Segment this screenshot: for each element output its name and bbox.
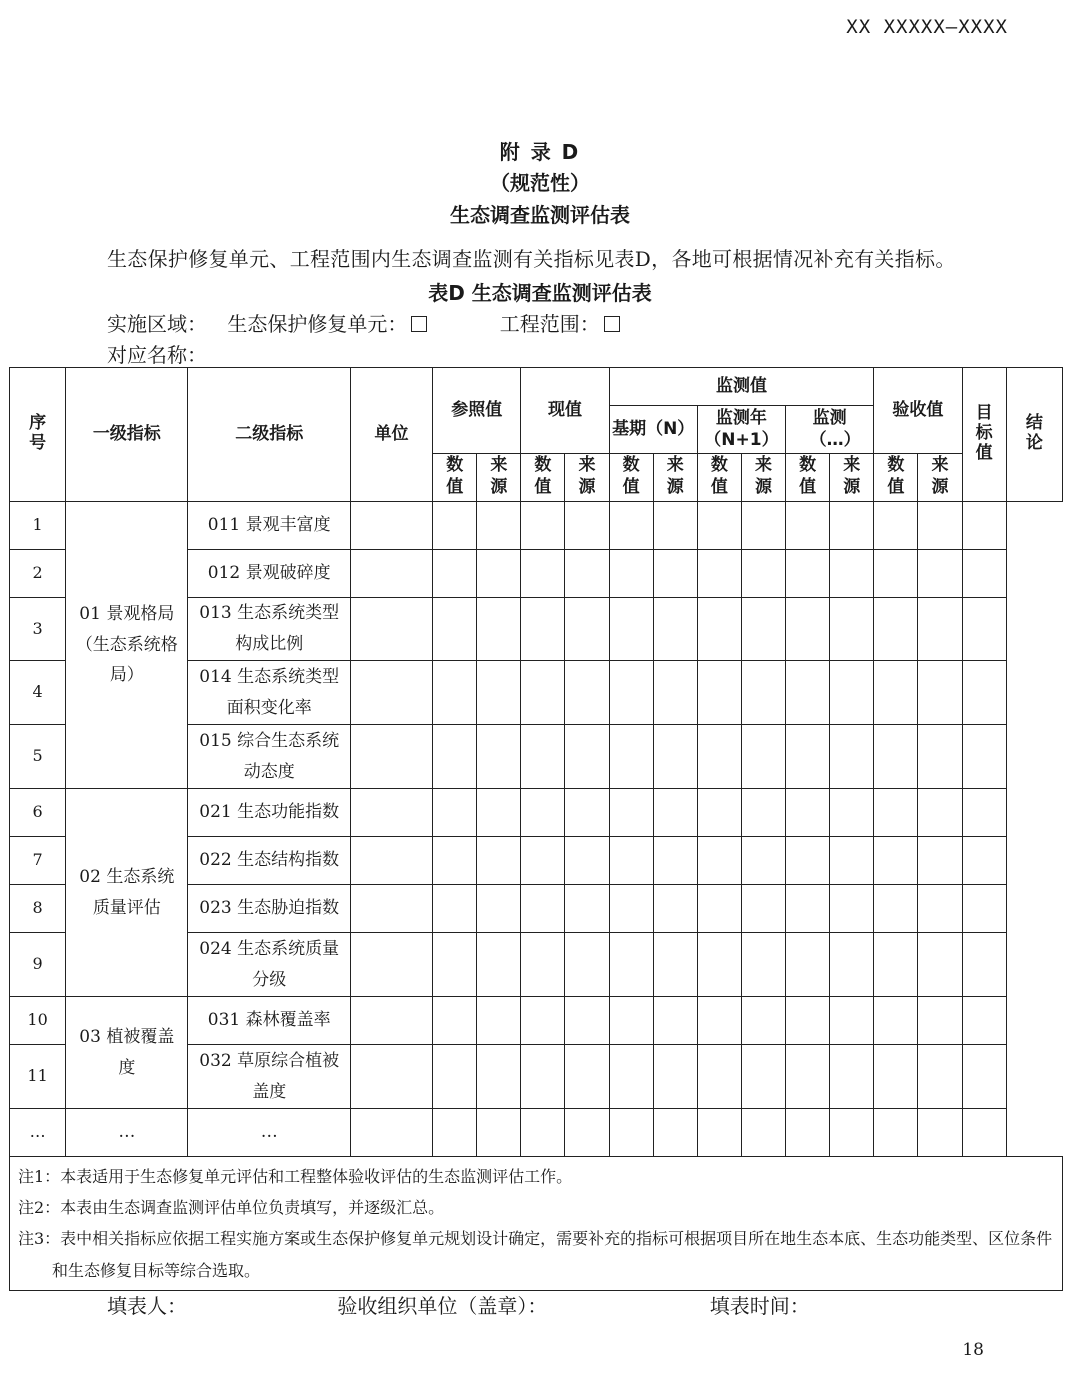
data-cell[interactable] xyxy=(350,1109,432,1157)
data-cell[interactable] xyxy=(609,502,653,550)
data-cell[interactable] xyxy=(565,997,609,1045)
data-cell[interactable] xyxy=(741,550,785,598)
header-more-value: 数值 xyxy=(786,454,830,502)
appendix-type: （规范性） xyxy=(490,171,590,195)
data-cell[interactable] xyxy=(477,997,521,1045)
data-cell[interactable] xyxy=(918,598,962,661)
data-cell[interactable] xyxy=(830,502,874,550)
data-cell[interactable] xyxy=(521,1109,565,1157)
header-year-value: 数值 xyxy=(697,454,741,502)
header-more-source: 来源 xyxy=(830,454,874,502)
data-cell[interactable] xyxy=(350,933,432,997)
data-cell[interactable] xyxy=(830,837,874,885)
data-cell[interactable] xyxy=(477,661,521,725)
data-cell[interactable] xyxy=(477,837,521,885)
group-cell-03: 03 植被覆盖度 xyxy=(66,997,188,1109)
table-row: 8 023 生态胁迫指数 xyxy=(10,885,1063,933)
data-cell[interactable] xyxy=(653,997,697,1045)
data-cell[interactable] xyxy=(350,789,432,837)
page-number: 18 xyxy=(962,1340,984,1360)
data-cell[interactable] xyxy=(433,789,477,837)
data-cell[interactable] xyxy=(477,933,521,997)
data-cell[interactable] xyxy=(741,502,785,550)
data-cell[interactable] xyxy=(874,789,918,837)
header-base-value: 数值 xyxy=(609,454,653,502)
data-cell[interactable] xyxy=(433,661,477,725)
data-cell[interactable] xyxy=(741,997,785,1045)
region-line xyxy=(107,308,620,337)
header-current: 现值 xyxy=(521,368,609,454)
data-cell[interactable] xyxy=(697,661,741,725)
data-cell[interactable] xyxy=(477,1109,521,1157)
data-cell[interactable] xyxy=(609,1045,653,1109)
header-year-source: 来源 xyxy=(741,454,785,502)
data-cell[interactable] xyxy=(741,598,785,661)
time-label: 填表时间： xyxy=(709,1294,810,1318)
data-cell[interactable] xyxy=(697,933,741,997)
data-cell[interactable] xyxy=(433,725,477,789)
data-cell[interactable] xyxy=(350,598,432,661)
data-cell[interactable] xyxy=(830,885,874,933)
data-cell[interactable] xyxy=(874,997,918,1045)
table-row: 10 03 植被覆盖度 031 森林覆盖率 xyxy=(10,997,1063,1045)
data-cell[interactable] xyxy=(433,502,477,550)
data-cell[interactable] xyxy=(521,661,565,725)
data-cell[interactable] xyxy=(786,997,830,1045)
data-cell[interactable] xyxy=(741,789,785,837)
header-cur-value: 数值 xyxy=(521,454,565,502)
data-cell[interactable] xyxy=(477,1045,521,1109)
data-cell[interactable] xyxy=(433,598,477,661)
data-cell[interactable] xyxy=(521,725,565,789)
data-cell[interactable] xyxy=(653,933,697,997)
table-caption: 表D 生态调查监测评估表 xyxy=(428,281,652,305)
header-unit: 单位 xyxy=(350,368,432,502)
data-cell[interactable] xyxy=(565,661,609,725)
data-cell[interactable] xyxy=(609,661,653,725)
data-cell[interactable] xyxy=(565,550,609,598)
data-cell[interactable] xyxy=(521,598,565,661)
header-base-source: 来源 xyxy=(653,454,697,502)
header-acc-source: 来源 xyxy=(918,454,962,502)
data-cell[interactable] xyxy=(786,550,830,598)
data-cell[interactable] xyxy=(350,885,432,933)
data-cell[interactable] xyxy=(697,885,741,933)
data-cell[interactable] xyxy=(697,725,741,789)
data-cell[interactable] xyxy=(918,997,962,1045)
data-cell[interactable] xyxy=(874,550,918,598)
data-cell[interactable] xyxy=(565,837,609,885)
data-cell[interactable] xyxy=(874,1109,918,1157)
data-cell[interactable] xyxy=(918,550,962,598)
data-cell[interactable] xyxy=(918,933,962,997)
data-cell[interactable] xyxy=(786,1045,830,1109)
data-cell[interactable] xyxy=(741,885,785,933)
data-cell[interactable] xyxy=(521,502,565,550)
data-cell[interactable] xyxy=(477,725,521,789)
data-cell[interactable] xyxy=(653,1109,697,1157)
data-cell[interactable] xyxy=(609,837,653,885)
intro-paragraph: 生态保护修复单元、工程范围内生态调查监测有关指标见表D，各地可根据情况补充有关指标。 xyxy=(107,247,956,271)
data-cell[interactable] xyxy=(830,550,874,598)
data-cell[interactable] xyxy=(741,933,785,997)
header-conclusion: 结论 xyxy=(1006,368,1062,502)
header-acc-value: 数值 xyxy=(874,454,918,502)
data-cell[interactable] xyxy=(786,933,830,997)
data-cell[interactable] xyxy=(521,789,565,837)
table-row: 5 015 综合生态系统动态度 xyxy=(10,725,1063,789)
header-reference: 参照值 xyxy=(433,368,521,454)
data-cell[interactable] xyxy=(874,933,918,997)
data-cell[interactable] xyxy=(830,933,874,997)
data-cell[interactable] xyxy=(433,997,477,1045)
data-cell[interactable] xyxy=(741,1109,785,1157)
table-row: 3 013 生态系统类型构成比例 xyxy=(10,598,1063,661)
data-cell[interactable] xyxy=(521,885,565,933)
header-ref-source: 来源 xyxy=(477,454,521,502)
data-cell[interactable] xyxy=(830,598,874,661)
table-row: 4 014 生态系统类型面积变化率 xyxy=(10,661,1063,725)
group-cell-01: 01 景观格局（生态系统格局） xyxy=(66,502,188,789)
data-cell[interactable] xyxy=(962,550,1006,598)
data-cell[interactable] xyxy=(609,598,653,661)
signature-line xyxy=(107,1290,810,1319)
data-cell[interactable] xyxy=(521,997,565,1045)
header-index: 序号 xyxy=(10,368,66,502)
filler-label: 填表人： xyxy=(107,1294,187,1318)
data-cell[interactable] xyxy=(653,502,697,550)
header-acceptance: 验收值 xyxy=(874,368,962,454)
data-cell[interactable] xyxy=(521,837,565,885)
data-cell[interactable] xyxy=(874,725,918,789)
header-monitor-year: 监测年（N+1） xyxy=(697,406,785,454)
data-cell[interactable] xyxy=(653,598,697,661)
group-cell-02: 02 生态系统质量评估 xyxy=(66,789,188,997)
appendix-name: 生态调查监测评估表 xyxy=(450,203,630,227)
notes-row xyxy=(10,1157,1063,1291)
data-cell[interactable] xyxy=(697,837,741,885)
data-cell[interactable] xyxy=(609,885,653,933)
data-cell[interactable] xyxy=(697,502,741,550)
data-cell[interactable] xyxy=(653,837,697,885)
data-cell[interactable] xyxy=(830,661,874,725)
data-cell[interactable] xyxy=(741,661,785,725)
data-cell[interactable] xyxy=(477,502,521,550)
data-cell[interactable] xyxy=(433,837,477,885)
data-cell[interactable] xyxy=(653,789,697,837)
data-cell[interactable] xyxy=(521,933,565,997)
unit-option-label: 生态保护修复单元： xyxy=(227,312,408,336)
table-row: 1 01 景观格局（生态系统格局） 011 景观丰富度 xyxy=(10,502,1063,550)
data-cell[interactable] xyxy=(918,837,962,885)
data-cell[interactable] xyxy=(830,997,874,1045)
data-cell[interactable] xyxy=(962,661,1006,725)
data-cell[interactable] xyxy=(918,661,962,725)
data-cell[interactable] xyxy=(477,598,521,661)
data-cell[interactable] xyxy=(350,997,432,1045)
data-cell[interactable] xyxy=(653,725,697,789)
data-cell[interactable] xyxy=(350,661,432,725)
data-cell[interactable] xyxy=(786,598,830,661)
data-cell[interactable] xyxy=(609,550,653,598)
data-cell[interactable] xyxy=(874,502,918,550)
org-label: 验收组织单位（盖章）： xyxy=(337,1294,548,1318)
data-cell[interactable] xyxy=(962,502,1006,550)
data-cell[interactable] xyxy=(962,789,1006,837)
data-cell[interactable] xyxy=(962,933,1006,997)
header-level1: 一级指标 xyxy=(66,368,188,502)
appendix-title: 附 录 D xyxy=(499,140,581,164)
data-cell[interactable] xyxy=(962,1109,1006,1157)
data-cell[interactable] xyxy=(786,885,830,933)
data-cell[interactable] xyxy=(433,885,477,933)
data-cell[interactable] xyxy=(653,661,697,725)
data-cell[interactable] xyxy=(697,789,741,837)
name-label: 对应名称： xyxy=(107,343,207,367)
data-cell[interactable] xyxy=(786,1109,830,1157)
data-cell[interactable] xyxy=(962,598,1006,661)
data-cell[interactable] xyxy=(962,837,1006,885)
data-cell[interactable] xyxy=(918,885,962,933)
data-cell[interactable] xyxy=(350,837,432,885)
table-row-ellipsis: … … … xyxy=(10,1109,1063,1157)
data-cell[interactable] xyxy=(918,1109,962,1157)
region-label: 实施区域： xyxy=(107,312,207,336)
note-1: 注1：本表适用于生态修复单元评估和工程整体验收评估的生态监测评估工作。 xyxy=(18,1167,573,1186)
data-cell[interactable] xyxy=(786,661,830,725)
data-cell[interactable] xyxy=(830,789,874,837)
data-cell[interactable] xyxy=(874,661,918,725)
data-cell[interactable] xyxy=(918,1045,962,1109)
data-cell[interactable] xyxy=(830,1109,874,1157)
data-cell[interactable] xyxy=(741,837,785,885)
table-row: 7 022 生态结构指数 xyxy=(10,837,1063,885)
data-cell[interactable] xyxy=(433,550,477,598)
data-cell[interactable] xyxy=(609,933,653,997)
data-cell[interactable] xyxy=(697,550,741,598)
data-cell[interactable] xyxy=(830,1045,874,1109)
data-cell[interactable] xyxy=(565,933,609,997)
data-cell[interactable] xyxy=(962,725,1006,789)
data-cell[interactable] xyxy=(786,837,830,885)
data-cell[interactable] xyxy=(433,1045,477,1109)
data-cell[interactable] xyxy=(653,885,697,933)
data-cell[interactable] xyxy=(350,1045,432,1109)
data-cell[interactable] xyxy=(653,550,697,598)
data-cell[interactable] xyxy=(697,598,741,661)
data-cell[interactable] xyxy=(741,725,785,789)
data-cell[interactable] xyxy=(350,550,432,598)
data-cell[interactable] xyxy=(565,725,609,789)
project-option-checkbox[interactable] xyxy=(604,316,620,332)
data-cell[interactable] xyxy=(609,997,653,1045)
header-ref-value: 数值 xyxy=(433,454,477,502)
data-cell[interactable] xyxy=(521,550,565,598)
data-cell[interactable] xyxy=(350,725,432,789)
unit-option-checkbox[interactable] xyxy=(411,316,427,332)
data-cell[interactable] xyxy=(786,789,830,837)
table-row: 2 012 景观破碎度 xyxy=(10,550,1063,598)
data-cell[interactable] xyxy=(918,502,962,550)
table-row: 9 024 生态系统质量分级 xyxy=(10,933,1063,997)
data-cell[interactable] xyxy=(786,725,830,789)
data-cell[interactable] xyxy=(565,789,609,837)
data-cell[interactable] xyxy=(609,725,653,789)
note-3: 注3：表中相关指标应依据工程实施方案或生态保护修复单元规划设计确定，需要补充的指标可根据项目所在地生态本底、生态功能类型、区位条件和生态修复目标等综合选取。 xyxy=(18,1229,1053,1280)
data-cell[interactable] xyxy=(565,1109,609,1157)
data-cell[interactable] xyxy=(741,1045,785,1109)
evaluation-table xyxy=(9,367,1063,1291)
data-cell[interactable] xyxy=(609,1109,653,1157)
header-monitor-more: 监测（…） xyxy=(786,406,874,454)
table-row: 11 032 草原综合植被盖度 xyxy=(10,1045,1063,1109)
data-cell[interactable] xyxy=(874,1045,918,1109)
header-monitoring: 监测值 xyxy=(609,368,874,406)
data-cell[interactable] xyxy=(962,1045,1006,1109)
data-cell[interactable] xyxy=(874,885,918,933)
table-row: 6 02 生态系统质量评估 021 生态功能指数 xyxy=(10,789,1063,837)
project-option-label: 工程范围： xyxy=(499,312,600,336)
data-cell[interactable] xyxy=(874,837,918,885)
data-cell[interactable] xyxy=(565,598,609,661)
data-cell[interactable] xyxy=(433,1109,477,1157)
header-cur-source: 来源 xyxy=(565,454,609,502)
data-cell[interactable] xyxy=(521,1045,565,1109)
data-cell[interactable] xyxy=(962,997,1006,1045)
data-cell[interactable] xyxy=(830,725,874,789)
data-cell[interactable] xyxy=(918,789,962,837)
data-cell[interactable] xyxy=(874,598,918,661)
data-cell[interactable] xyxy=(477,885,521,933)
data-cell[interactable] xyxy=(962,885,1006,933)
notes-cell xyxy=(10,1157,1063,1291)
header-baseline: 基期（N） xyxy=(609,406,697,454)
data-cell[interactable] xyxy=(565,1045,609,1109)
data-cell[interactable] xyxy=(786,502,830,550)
data-cell[interactable] xyxy=(697,997,741,1045)
data-cell[interactable] xyxy=(918,725,962,789)
data-cell[interactable] xyxy=(350,502,432,550)
note-2: 注2：本表由生态调查监测评估单位负责填写，并逐级汇总。 xyxy=(18,1198,445,1218)
data-cell[interactable] xyxy=(653,1045,697,1109)
data-cell[interactable] xyxy=(477,550,521,598)
data-cell[interactable] xyxy=(433,933,477,997)
data-cell[interactable] xyxy=(565,885,609,933)
data-cell[interactable] xyxy=(609,789,653,837)
data-cell[interactable] xyxy=(697,1109,741,1157)
data-cell[interactable] xyxy=(477,789,521,837)
data-cell[interactable] xyxy=(565,502,609,550)
data-cell[interactable] xyxy=(697,1045,741,1109)
header-level2: 二级指标 xyxy=(188,368,350,502)
header-target: 目标值 xyxy=(962,368,1006,502)
standard-code: XX XXXXX—XXXX xyxy=(846,16,1008,38)
